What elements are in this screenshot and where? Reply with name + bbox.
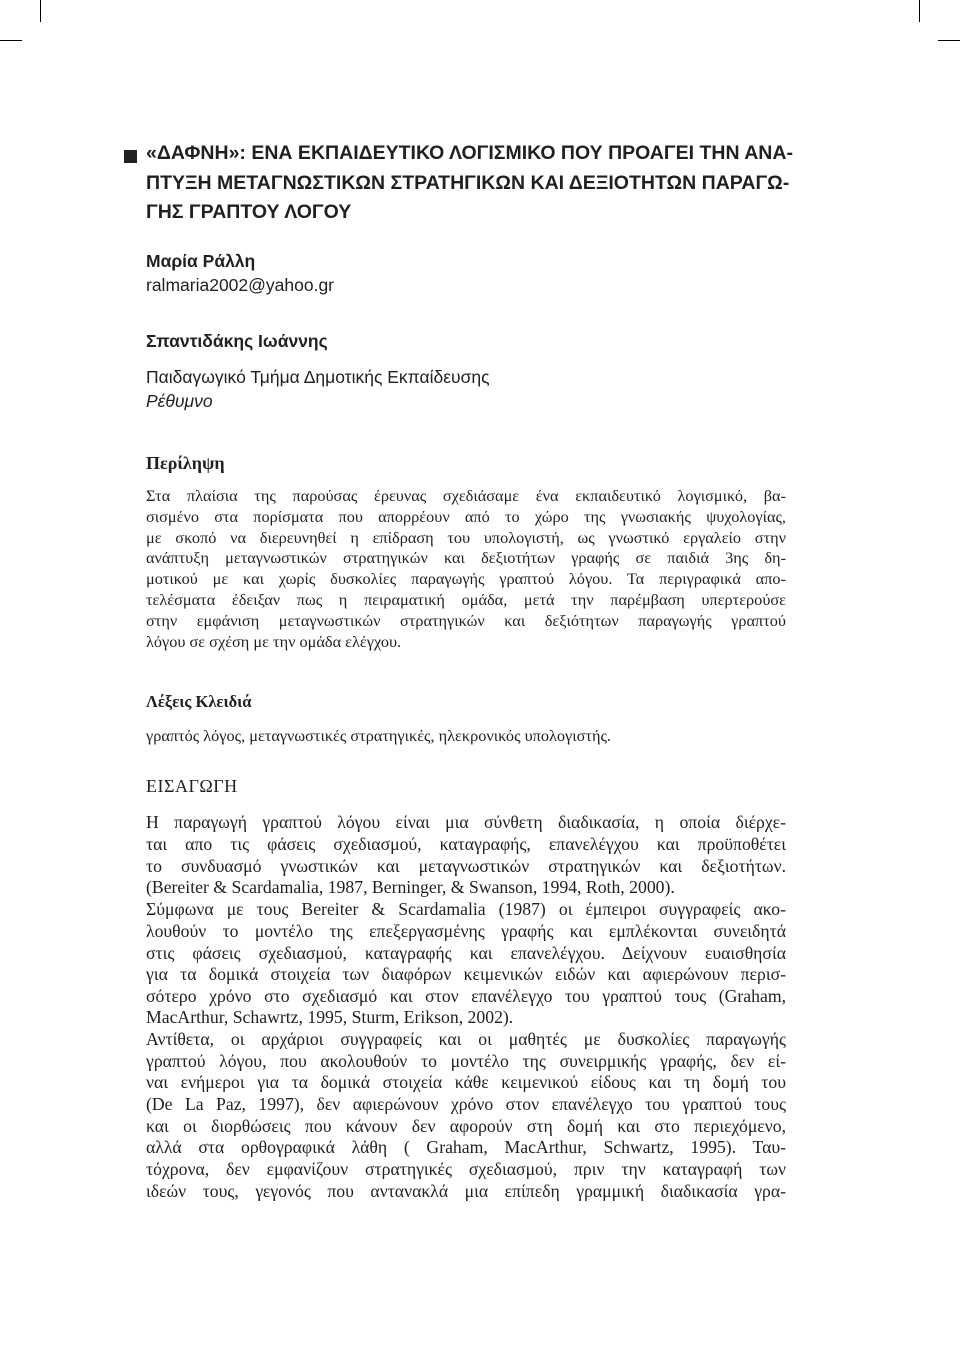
title-line-2: ΠΤΥΞΗ ΜΕΤΑΓΝΩΣΤΙΚΩΝ ΣΤΡΑΤΗΓΙΚΩΝ ΚΑΙ ΔΕΞΙΟΤΗΤΩΝ ΠΑΡΑΓΩ-	[146, 172, 790, 194]
crop-mark-top-left	[40, 0, 41, 22]
abstract-line: Στα πλαίσια της παρούσας έρευνας σχεδιάσαμε ένα εκπαιδευτικό λογισμικό, βα-	[146, 486, 786, 505]
abstract-heading: Περίληψη	[146, 453, 225, 473]
title-line-3: ΓΗΣ ΓΡΑΠΤΟΥ ΛΟΓΟΥ	[146, 201, 352, 223]
intro-line: Η παραγωγή γραπτού λόγου είναι μια σύνθετη διαδικασία, η οποία διέρχε-	[146, 812, 786, 832]
abstract-line: τελέσματα έδειξαν πως η πειραματική ομάδα, μετά την παρέμβαση υπερτερούσε	[146, 590, 786, 609]
intro-line: Σύμφωνα με τους Bereiter & Scardamalia (1987) οι έμπειροι συγγραφείς ακο-	[146, 899, 786, 919]
crop-mark-top-left-horizontal	[0, 40, 22, 41]
intro-line: ιδεών τους, γεγονός που αντανακλά μια επίπεδη γραμμική διαδικασία γρα-	[146, 1181, 786, 1201]
keywords-heading: Λέξεις Κλειδιά	[146, 692, 252, 711]
abstract-line: στην εμφάνιση μεταγνωστικών στρατηγικών και δεξιότητων παραγωγής γραπτού	[146, 611, 786, 630]
title-line-1: «ΔΑΦΝΗ»: ΕΝΑ ΕΚΠΑΙΔΕΥΤΙΚΟ ΛΟΓΙΣΜΙΚΟ ΠΟΥ ΠΡΟΑΓΕΙ ΤΗΝ ΑΝΑ-	[146, 142, 793, 164]
introduction-heading: ΕΙΣΑΓΩΓΗ	[146, 776, 238, 796]
intro-line: γραπτού λόγου, που ακολουθούν το μοντέλο της συνειρμικής γραφής, δεν εί-	[146, 1051, 786, 1071]
intro-line: σότερο χρόνο στο σχεδιασμό και στον επανέλεγχο του γραπτού τους (Graham,	[146, 986, 786, 1006]
abstract-line: σισμένο στα πορίσματα που απορρέουν από το χώρο της γνωσιακής ψυχολογίας,	[146, 507, 786, 526]
crop-mark-top-right-horizontal	[938, 40, 960, 41]
abstract-line: με σκοπό να διερευνηθεί η επίδραση του υπολογιστή, ως γνωστικό εργαλείο στην	[146, 528, 786, 547]
intro-line: και οι διορθώσεις που κάνουν δεν αφορούν στη δομή και στο περιεχόμενο,	[146, 1116, 786, 1136]
author-1-email: ralmaria2002@yahoo.gr	[146, 275, 335, 295]
intro-line: MacArthur, Schawrtz, 1995, Sturm, Erikson, 2002).	[146, 1007, 514, 1027]
title-bullet-square	[124, 150, 137, 163]
location: Ρέθυμνο	[146, 391, 213, 411]
intro-line: τόχρονα, δεν εμφανίζουν στρατηγικές σχεδιασμού, πριν την καταγραφή των	[146, 1159, 786, 1179]
affiliation: Παιδαγωγικό Τμήμα Δημοτικής Εκπαίδευσης	[146, 367, 490, 387]
intro-line: το συνδυασμό γνωστικών και μεταγνωστικών στρατηγικών και δεξιοτήτων.	[146, 856, 786, 876]
abstract-line: μοτικού με και χωρίς δυσκολίες παραγωγής γραπτού λόγου. Τα περιγραφικά απο-	[146, 569, 786, 588]
abstract-line: λόγου σε σχέση με την ομάδα ελέγχου.	[146, 632, 402, 651]
intro-line: (Bereiter & Scardamalia, 1987, Berninger, & Swanson, 1994, Roth, 2000).	[146, 877, 675, 897]
crop-mark-top-right	[919, 0, 920, 22]
intro-line: στις φάσεις σχεδιασμού, καταγραφής και επανελέγχου. Δείχνουν ευαισθησία	[146, 943, 786, 963]
abstract-line: ανάπτυξη μεταγνωστικών στρατηγικών και δεξιοτήτων γραφής σε παιδιά 3ης δη-	[146, 548, 786, 567]
author-2-name: Σπαντιδάκης Ιωάννης	[146, 331, 328, 351]
intro-line: αλλά στα ορθογραφικά λάθη ( Graham, MacArthur, Schwartz, 1995). Ταυ-	[146, 1137, 786, 1157]
keywords-text: γραπτός λόγος, μεταγνωστικές στρατηγικές, ηλεκρονικός υπολογιστής.	[146, 726, 611, 745]
intro-line: (De La Paz, 1997), δεν αφιερώνουν χρόνο στον επανέλεγχο του γραπτού τους	[146, 1094, 786, 1114]
intro-line: ναι ενήμεροι για τα δομικά στοιχεία κάθε κειμενικού είδους και τη δομή του	[146, 1072, 786, 1092]
intro-line: ται απο τις φάσεις σχεδιασμού, καταγραφής, επανελέγχου και προϋποθέτει	[146, 834, 786, 854]
intro-line: λουθούν το μοντέλο της επεξεργασμένης γραφής και εμπλέκονται συνειδητά	[146, 921, 786, 941]
intro-line: για τα δομικά στοιχεία των διαφόρων κειμενικών ειδών και αφιερώνουν περισ-	[146, 964, 786, 984]
author-1-name: Μαρία Ράλλη	[146, 251, 256, 271]
intro-line: Αντίθετα, οι αρχάριοι συγγραφείς και οι μαθητές με δυσκολίες παραγωγής	[146, 1029, 786, 1049]
